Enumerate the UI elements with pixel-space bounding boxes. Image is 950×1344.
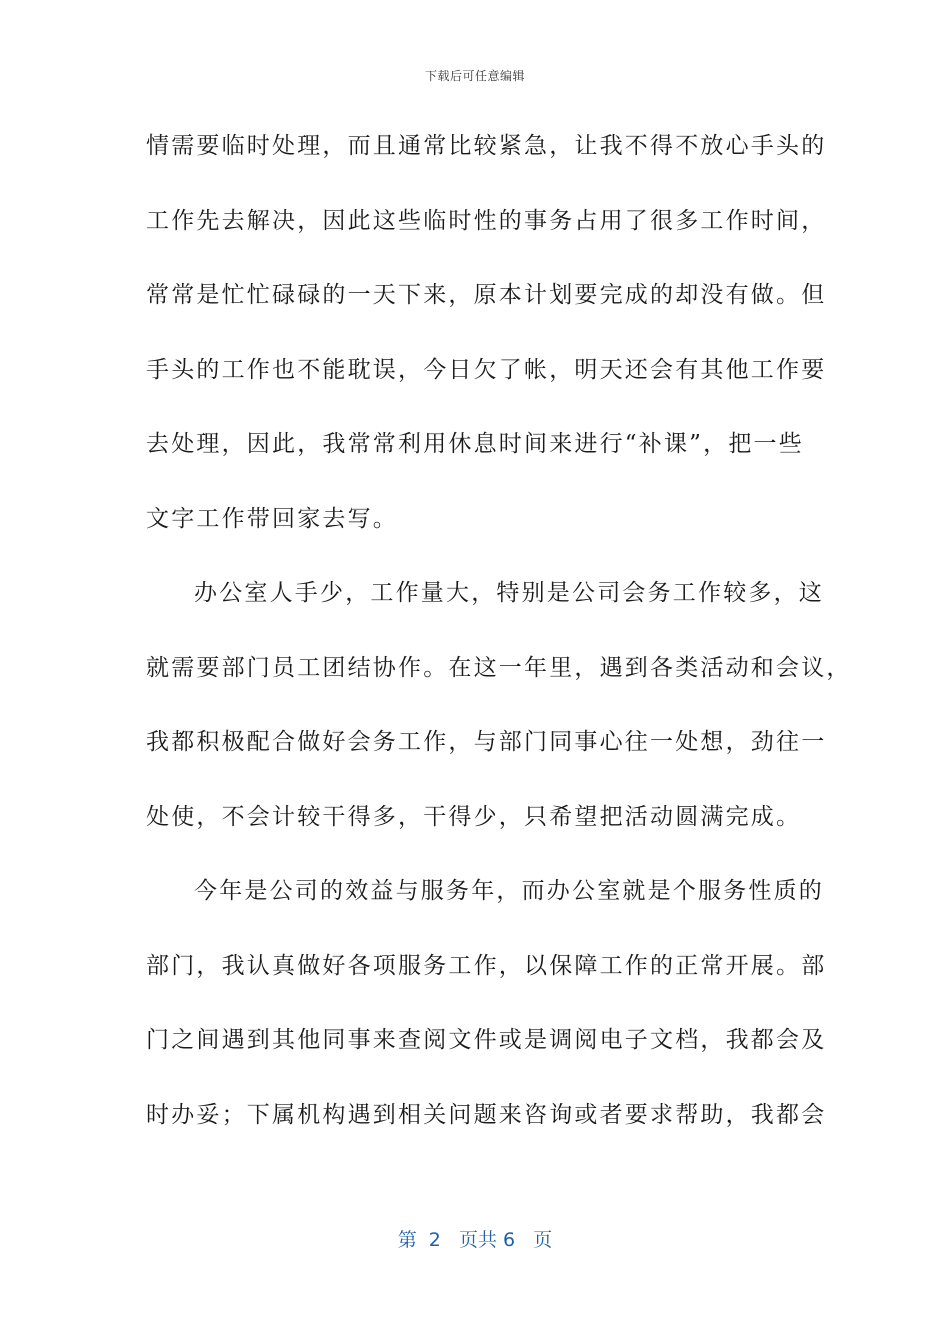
text-line: 我都积极配合做好会务工作，与部门同事心往一处想，劲往一 <box>146 729 827 755</box>
text-line: 工作先去解决，因此这些临时性的事务占用了很多工作时间， <box>146 207 827 234</box>
text-line: 常常是忙忙碌碌的一天下来，原本计划要完成的却没有做。但 <box>146 282 827 308</box>
document-body <box>146 120 852 1163</box>
text-line: 情需要临时处理，而且通常比较紧急，让我不得不放心手头的 <box>146 133 827 159</box>
page-header: 下载后可任意编辑 <box>424 69 525 83</box>
text-line: 就需要部门员工团结协作。在这一年里，遇到各类活动和会议， <box>146 654 852 681</box>
page-number-footer: 第 2 页共 6 页 <box>397 1229 553 1251</box>
text-line: 时办妥；下属机构遇到相关问题来咨询或者要求帮助，我都会 <box>146 1101 827 1128</box>
paragraph-start-line: 今年是公司的效益与服务年，而办公室就是个服务性质的 <box>194 878 824 904</box>
text-line: 处使，不会计较干得多，干得少，只希望把活动圆满完成。 <box>146 803 802 830</box>
text-line: 文字工作带回家去写。 <box>146 505 398 532</box>
text-line: 门之间遇到其他同事来查阅文件或是调阅电子文档，我都会及 <box>146 1027 827 1053</box>
paragraph-start-line: 办公室人手少，工作量大，特别是公司会务工作较多，这 <box>194 580 824 606</box>
text-line: 手头的工作也不能耽误，今日欠了帐，明天还会有其他工作要 <box>146 356 827 383</box>
text-line: 部门，我认真做好各项服务工作，以保障工作的正常开展。部 <box>146 952 827 979</box>
text-line: 去处理，因此，我常常利用休息时间来进行“补课”，把一些 <box>146 431 804 457</box>
